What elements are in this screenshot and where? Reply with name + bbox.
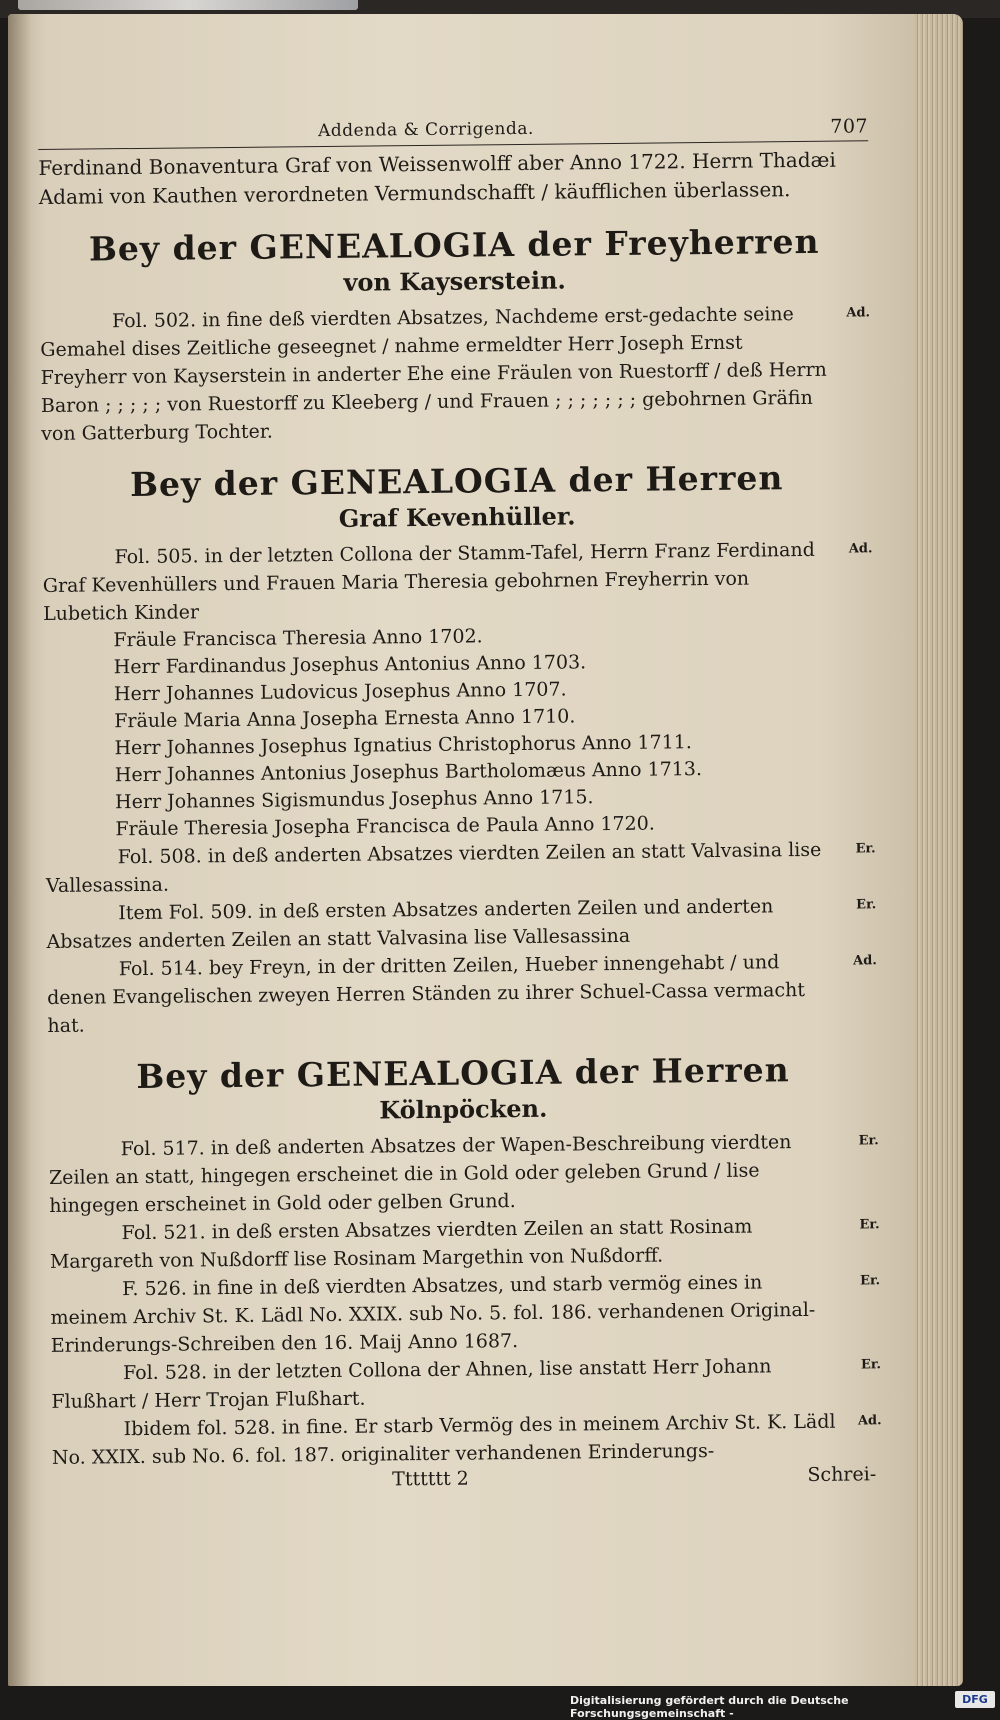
section-subheading: Graf Kevenhüller. <box>338 501 576 533</box>
section-kevenhueller <box>42 457 878 1040</box>
entry-text: Ibidem fol. 528. in fine. Er starb Vermög des in meinem Archiv St. K. Lädl No. XXIX. sub No. 6. fol. 187. originaliter verhandenen Erinderungs- <box>51 1410 836 1469</box>
entry-text: F. 526. in fine in deß vierdten Absatzes, und starb vermög eines in meinem Archiv St. K. Lädl No. XXIX. sub No. 5. fol. 186. verhandenen Original-Erinderungs-Schreiben den 16. Maij Anno 1687. <box>50 1271 816 1357</box>
child-item: Herr Johannes Sigismundus Josephus Anno 1715. <box>114 786 594 814</box>
entry-text: Fol. 517. in deß anderten Absatzes der Wapen-Beschreibung vierdten Zeilen an statt, hingegen erscheinet die in Gold oder geleben Grund / lise hingegen erscheinet in Gold oder gelben Grund. <box>48 1131 792 1217</box>
correction-entry <box>42 535 873 628</box>
child-item: Herr Fardinandus Josephus Antonius Anno 1703. <box>113 651 587 679</box>
entry-tag: Er. <box>860 1357 882 1373</box>
correction-entry <box>50 1267 881 1360</box>
section-subheading: von Kayserstein. <box>343 265 566 297</box>
page-text-block <box>38 115 882 1494</box>
entry-text: Fol. 508. in deß anderten Absatzes vierdten Zeilen an statt Valvasina lise Vallesassina. <box>45 838 822 897</box>
entry-tag: Er. <box>859 1273 881 1289</box>
entry-tag: Ad. <box>853 953 877 969</box>
continuation-paragraph: Ferdinand Bonaventura Graf von Weissenwolff aber Anno 1722. Herrn Thadæi Adami von Kauthen verordneten Vermundschafft / käufflichen überlassen. <box>38 147 836 209</box>
section-heading: Bey der GENEALOGIA der Herren <box>136 1050 790 1097</box>
child-item: Fräule Maria Anna Josepha Ernesta Anno 1710. <box>114 705 576 733</box>
signature-mark: Ttttttt 2 <box>392 1467 469 1491</box>
correction-entry <box>46 891 877 956</box>
entry-text: Fol. 505. in der letzten Collona der Stamm-Tafel, Herrn Franz Ferdinand Graf Kevenhüllers und Frauen Maria Theresia gebohrnen Freyherrin von Lubetich Kinder <box>42 538 815 625</box>
section-heading: Bey der GENEALOGIA der Freyherren <box>88 221 820 269</box>
correction-entry <box>40 299 871 448</box>
entry-tag: Er. <box>859 1217 880 1233</box>
running-head-title: Addenda & Corrigenda. <box>317 118 534 142</box>
child-item: Fräule Francisca Theresia Anno 1702. <box>113 625 483 652</box>
child-item: Herr Johannes Antonius Josephus Bartholomæus Anno 1713. <box>114 758 703 787</box>
dfg-logo: DFG <box>955 1691 995 1708</box>
page-edges <box>915 14 963 1686</box>
correction-entry <box>47 947 878 1040</box>
correction-entry <box>49 1127 880 1220</box>
entry-text: Fol. 514. bey Freyn, in der dritten Zeilen, Hueber innengehabt / und denen Evangelischen zweyen Herren Ständen zu ihrer Schuel-Cassa vermacht hat. <box>47 951 806 1037</box>
book-page <box>8 14 963 1686</box>
digitization-credit: Digitalisierung gefördert durch die Deutsche Forschungsgemeinschaft - <box>570 1694 849 1720</box>
entry-tag: Er. <box>856 897 877 913</box>
section-subheading: Kölnpöcken. <box>379 1093 548 1125</box>
correction-entry <box>51 1351 882 1416</box>
entry-tag: Ad. <box>857 1413 882 1429</box>
children-list <box>43 619 875 844</box>
entry-text: Item Fol. 509. in deß ersten Absatzes anderten Zeilen und anderten Absatzes anderten Zeilen an statt Valvasina lise Vallesassina <box>46 895 774 953</box>
entry-text: Fol. 528. in der letzten Collona der Ahnen, lise anstatt Herr Johann Flußhart / Herr Trojan Flußhart. <box>51 1355 772 1413</box>
child-item: Fräule Theresia Josepha Francisca de Paula Anno 1720. <box>115 812 655 841</box>
child-item: Herr Johannes Ludovicus Josephus Anno 1707. <box>113 678 567 706</box>
section-koelnpoecken <box>48 1049 882 1472</box>
page-binding-shadow <box>8 14 30 1686</box>
entry-tag: Er. <box>858 1133 879 1149</box>
entry-tag: Er. <box>855 841 876 857</box>
child-item: Herr Johannes Josephus Ignatius Christophorus Anno 1711. <box>114 731 692 760</box>
running-head <box>38 115 868 150</box>
correction-entry <box>46 835 877 900</box>
correction-entry <box>52 1407 883 1472</box>
scanner-strip <box>18 0 358 10</box>
section-kayserstein <box>39 221 871 448</box>
section-heading: Bey der GENEALOGIA der Herren <box>129 458 784 505</box>
entry-text: Fol. 521. in deß ersten Absatzes vierdten Zeilen an statt Rosinam Margareth von Nußdorff lise Rosinam Margethin von Nußdorff. <box>49 1215 753 1273</box>
entry-text: Fol. 502. in fine deß vierdten Absatzes, Nachdeme erst-gedachte seine Gemahel dises Zeitliche geseegnet / nahme ermeldter Herr Joseph Ernst Freyherr von Kayserstein in anderter Ehe eine Fräulen von Ruestorff / deß Herrn Baron ; ; ; ; ; von Ruestorff zu Kleeberg / und Frauen ; ; ; ; ; ; ; gebohrnen Gräfin von Gatterburg Tochter. <box>40 303 827 445</box>
page-number: 707 <box>830 115 869 138</box>
entry-tag: Ad. <box>848 541 873 557</box>
correction-entry <box>49 1211 880 1276</box>
catchword: Schrei- <box>807 1463 877 1487</box>
entry-tag: Ad. <box>846 305 871 321</box>
